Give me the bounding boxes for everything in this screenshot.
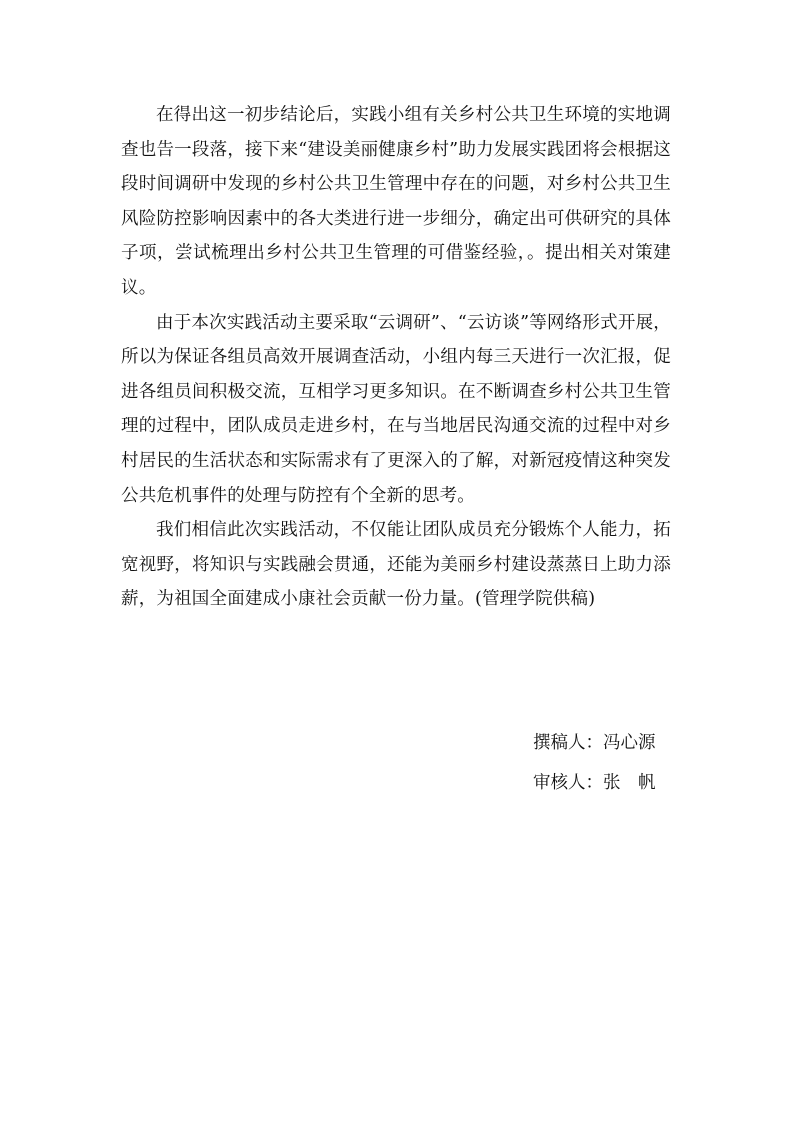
- reviewer-credit: 审核人：张 帆: [533, 773, 656, 793]
- paragraph-activity: 由于本次实践活动主要采取“云调研”、“云访谈”等网络形式开展，所以为保证各组员高效开展调查活动，小组内每三天进行一次汇报，促进各组员间积极交流，互相学习更多知识。在不断调查乡村公共卫生管理的过程中，团队成员走进乡村，在与当地居民沟通交流的过程中对乡村居民的生活状态和实际需求有了更深入的了解，对新冠疫情这种突发公共危机事件的处理与防控有个全新的思考。: [121, 312, 671, 506]
- paragraph-conclusion: 在得出这一初步结论后，实践小组有关乡村公共卫生环境的实地调查也告一段落，接下来“建设美丽健康乡村”助力发展实践团将会根据这段时间调研中发现的乡村公共卫生管理中存在的问题，对乡村公共卫生风险防控影响因素中的各大类进行进一步细分，确定出可供研究的具体子项，尝试梳理出乡村公共卫生管理的可借鉴经验，。提出相关对策建议。: [121, 105, 671, 298]
- paragraph-outlook: 我们相信此次实践活动，不仅能让团队成员充分锻炼个人能力，拓宽视野，将知识与实践融会贯通，还能为美丽乡村建设蒸蒸日上助力添薪，为祖国全面建成小康社会贡献一份力量。(管理学院供稿): [121, 520, 671, 610]
- author-credit: 撰稿人：冯心源: [533, 733, 656, 753]
- article-body: [121, 98, 671, 617]
